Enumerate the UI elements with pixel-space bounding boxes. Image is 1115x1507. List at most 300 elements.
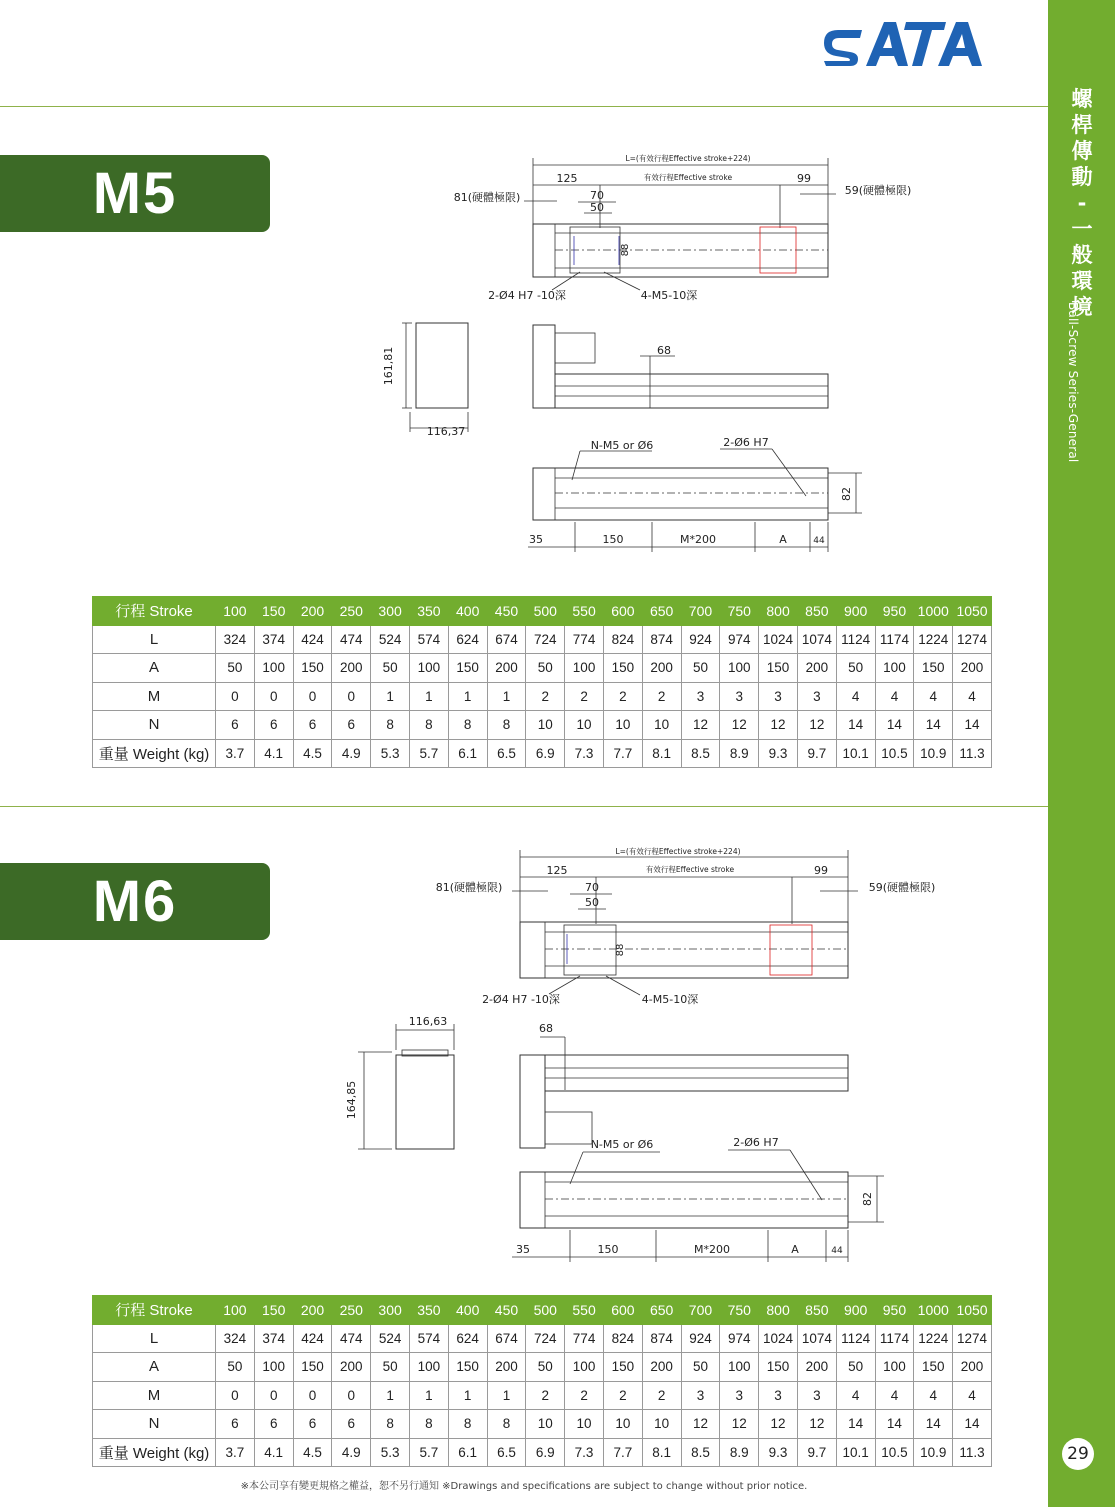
dim-35: 35: [516, 1243, 530, 1256]
table-cell: 0: [332, 682, 371, 711]
pin-holes: 2-Ø4 H7 -10深: [482, 993, 560, 1006]
table-cell: 50: [526, 654, 565, 683]
table-cell: 1: [371, 682, 410, 711]
side-height: 164,85: [345, 1080, 358, 1120]
table-cell: 10: [642, 1410, 681, 1439]
table-cell: 6.5: [487, 739, 526, 768]
table-cell: 2: [526, 1381, 565, 1410]
dim-82: 82: [840, 487, 853, 501]
table-cell: 9.3: [759, 739, 798, 768]
dim-88: 88: [620, 243, 631, 257]
table-cell: 8: [371, 1410, 410, 1439]
table-row: [93, 739, 992, 768]
dim-88: 88: [615, 943, 626, 957]
section-divider: [0, 806, 1048, 807]
table-cell: 2: [603, 682, 642, 711]
table-cell: 624: [448, 625, 487, 654]
table-cell: 8.5: [681, 739, 720, 768]
table-cell: 11.3: [953, 739, 992, 768]
table-cell: 6: [293, 1410, 332, 1439]
table-cell: 10.5: [875, 739, 914, 768]
stroke-cell: 550: [565, 1296, 604, 1325]
table-cell: 724: [526, 625, 565, 654]
stroke-cell: 750: [720, 597, 759, 626]
table-cell: 4.5: [293, 1438, 332, 1467]
table-cell: 14: [953, 1410, 992, 1439]
side-height: 161,81: [382, 346, 395, 386]
table-cell: 100: [720, 1353, 759, 1382]
table-cell: 6.5: [487, 1438, 526, 1467]
table-cell: 1174: [875, 1324, 914, 1353]
table-cell: 624: [448, 1324, 487, 1353]
table-cell: 14: [914, 1410, 953, 1439]
table-cell: 1274: [953, 1324, 992, 1353]
table-cell: 6.9: [526, 739, 565, 768]
table-cell: 3: [720, 1381, 759, 1410]
table-cell: 8.1: [642, 1438, 681, 1467]
left-limit: 81(硬體極限): [453, 191, 521, 204]
table-cell: 100: [254, 654, 293, 683]
table-cell: 150: [293, 654, 332, 683]
table-cell: 924: [681, 625, 720, 654]
table-cell: 574: [409, 625, 448, 654]
table-cell: 12: [759, 1410, 798, 1439]
table-cell: 8.9: [720, 739, 759, 768]
table-cell: 724: [526, 1324, 565, 1353]
table-cell: 9.7: [797, 1438, 836, 1467]
stroke-cell: 450: [487, 597, 526, 626]
table-cell: 424: [293, 625, 332, 654]
stroke-cell: 600: [603, 1296, 642, 1325]
table-cell: 150: [759, 1353, 798, 1382]
table-cell: 1: [371, 1381, 410, 1410]
table-cell: 150: [914, 1353, 953, 1382]
table-cell: 374: [254, 1324, 293, 1353]
table-cell: 3: [797, 682, 836, 711]
table-cell: 10.5: [875, 1438, 914, 1467]
table-cell: 10.1: [836, 1438, 875, 1467]
stroke-cell: 900: [836, 597, 875, 626]
table-cell: 2: [642, 682, 681, 711]
row-label: M: [93, 1381, 216, 1410]
side-title-cn: 螺 桿 傳 動 - 一 般 環 境: [1071, 87, 1093, 319]
dim-150: 150: [597, 1243, 619, 1256]
table-cell: 12: [720, 711, 759, 740]
table-cell: 12: [720, 1410, 759, 1439]
table-cell: 6: [293, 711, 332, 740]
table-cell: 10: [526, 1410, 565, 1439]
row-label: N: [93, 711, 216, 740]
stroke-cell: 950: [875, 1296, 914, 1325]
dim-44: 44: [813, 536, 825, 546]
table-cell: 50: [216, 1353, 255, 1382]
dim-overall-length: L=(有效行程Effective stroke+224): [625, 154, 751, 163]
dim-125: 125: [556, 172, 578, 185]
dim-35: 35: [529, 533, 543, 546]
table-cell: 3: [681, 1381, 720, 1410]
dim-70: 70: [590, 189, 604, 202]
table-cell: 100: [565, 654, 604, 683]
table-cell: 1: [409, 682, 448, 711]
table-cell: 4.1: [254, 739, 293, 768]
dim-effective-stroke: 有效行程Effective stroke: [643, 173, 733, 182]
spec-table-m6: [92, 1295, 992, 1467]
stroke-cell: 200: [293, 1296, 332, 1325]
table-cell: 8: [448, 711, 487, 740]
table-cell: 1074: [797, 625, 836, 654]
table-cell: 150: [603, 654, 642, 683]
table-cell: 100: [720, 654, 759, 683]
stroke-cell: 400: [448, 1296, 487, 1325]
table-cell: 4.5: [293, 739, 332, 768]
mount-holes: N-M5 or Ø6: [590, 439, 654, 452]
stroke-cell: 100: [216, 597, 255, 626]
dim-a: A: [791, 1243, 799, 1256]
table-cell: 324: [216, 1324, 255, 1353]
table-cell: 200: [487, 1353, 526, 1382]
table-cell: 0: [293, 682, 332, 711]
sata-logo: [822, 18, 987, 72]
table-cell: 5.7: [409, 739, 448, 768]
table-cell: 4: [875, 1381, 914, 1410]
stroke-cell: 800: [759, 1296, 798, 1325]
table-cell: 4: [914, 1381, 953, 1410]
stroke-cell: 400: [448, 597, 487, 626]
stroke-cell: 150: [254, 1296, 293, 1325]
table-cell: 10.9: [914, 1438, 953, 1467]
table-cell: 150: [759, 654, 798, 683]
table-cell: 1224: [914, 1324, 953, 1353]
table-cell: 50: [216, 654, 255, 683]
table-header-row: [93, 1296, 992, 1325]
table-cell: 7.3: [565, 739, 604, 768]
table-cell: 6: [332, 1410, 371, 1439]
dim-effective-stroke: 有效行程Effective stroke: [645, 865, 735, 874]
stroke-cell: 750: [720, 1296, 759, 1325]
dim-125: 125: [546, 864, 568, 877]
table-cell: 7.3: [565, 1438, 604, 1467]
table-row: [93, 1381, 992, 1410]
table-cell: 200: [642, 654, 681, 683]
table-cell: 3.7: [216, 739, 255, 768]
table-cell: 424: [293, 1324, 332, 1353]
table-cell: 12: [681, 1410, 720, 1439]
table-cell: 524: [371, 1324, 410, 1353]
row-label: N: [93, 1410, 216, 1439]
table-cell: 0: [216, 682, 255, 711]
table-cell: 150: [293, 1353, 332, 1382]
table-cell: 1: [487, 1381, 526, 1410]
table-cell: 324: [216, 625, 255, 654]
table-row: [93, 682, 992, 711]
pin-holes: 2-Ø4 H7 -10深: [488, 289, 566, 302]
table-cell: 1274: [953, 625, 992, 654]
dim-50: 50: [590, 201, 604, 214]
table-cell: 1124: [836, 1324, 875, 1353]
table-cell: 0: [293, 1381, 332, 1410]
table-cell: 674: [487, 625, 526, 654]
table-cell: 1224: [914, 625, 953, 654]
table-cell: 50: [681, 1353, 720, 1382]
table-cell: 874: [642, 1324, 681, 1353]
table-row: [93, 1324, 992, 1353]
stroke-cell: 350: [409, 597, 448, 626]
row-label: L: [93, 1324, 216, 1353]
stroke-cell: 600: [603, 597, 642, 626]
table-cell: 3: [759, 682, 798, 711]
stroke-cell: 1000: [914, 1296, 953, 1325]
table-cell: 200: [332, 1353, 371, 1382]
table-cell: 50: [836, 654, 875, 683]
table-cell: 6: [332, 711, 371, 740]
table-cell: 14: [875, 711, 914, 740]
table-cell: 11.3: [953, 1438, 992, 1467]
table-cell: 10: [565, 1410, 604, 1439]
table-cell: 150: [603, 1353, 642, 1382]
table-cell: 12: [797, 1410, 836, 1439]
stroke-cell: 150: [254, 597, 293, 626]
table-cell: 1024: [759, 625, 798, 654]
thread-holes: 4-M5-10深: [641, 993, 699, 1006]
stroke-cell: 550: [565, 597, 604, 626]
table-cell: 200: [487, 654, 526, 683]
row-label: M: [93, 682, 216, 711]
table-cell: 100: [875, 654, 914, 683]
table-cell: 974: [720, 1324, 759, 1353]
table-cell: 1: [448, 682, 487, 711]
model-badge-m6: M6: [0, 863, 270, 940]
footer-note: ※本公司享有變更規格之權益，恕不另行通知 ※Drawings and specifications are subject to change without prior notice.: [240, 1481, 808, 1492]
stroke-cell: 250: [332, 1296, 371, 1325]
table-cell: 10: [603, 1410, 642, 1439]
table-cell: 100: [875, 1353, 914, 1382]
dim-a: A: [779, 533, 787, 546]
dim-m200: M*200: [694, 1243, 730, 1256]
stroke-cell: 1000: [914, 597, 953, 626]
left-limit: 81(硬體極限): [435, 881, 503, 894]
header-label: 行程 Stroke: [93, 597, 216, 626]
table-cell: 674: [487, 1324, 526, 1353]
table-cell: 10: [642, 711, 681, 740]
table-cell: 1: [409, 1381, 448, 1410]
table-cell: 9.3: [759, 1438, 798, 1467]
table-cell: 150: [914, 654, 953, 683]
table-cell: 774: [565, 625, 604, 654]
table-cell: 10.1: [836, 739, 875, 768]
table-cell: 1024: [759, 1324, 798, 1353]
table-cell: 474: [332, 625, 371, 654]
dim-m200: M*200: [680, 533, 716, 546]
table-cell: 6: [254, 1410, 293, 1439]
stroke-cell: 650: [642, 597, 681, 626]
table-cell: 8: [487, 1410, 526, 1439]
table-cell: 5.3: [371, 1438, 410, 1467]
dim-44: 44: [831, 1246, 843, 1256]
table-row: [93, 654, 992, 683]
table-cell: 6.1: [448, 1438, 487, 1467]
table-row: [93, 711, 992, 740]
table-cell: 6: [216, 711, 255, 740]
drawing-m6: [330, 843, 936, 1263]
table-row: [93, 625, 992, 654]
table-cell: 7.7: [603, 1438, 642, 1467]
table-cell: 200: [797, 654, 836, 683]
table-cell: 974: [720, 625, 759, 654]
table-cell: 6: [216, 1410, 255, 1439]
stroke-cell: 850: [797, 597, 836, 626]
pin-holes-base: 2-Ø6 H7: [733, 1136, 779, 1149]
table-cell: 0: [332, 1381, 371, 1410]
stroke-cell: 350: [409, 1296, 448, 1325]
stroke-cell: 650: [642, 1296, 681, 1325]
right-limit: 59(硬體極限): [844, 184, 912, 197]
table-cell: 2: [603, 1381, 642, 1410]
table-cell: 4: [953, 1381, 992, 1410]
table-cell: 6.1: [448, 739, 487, 768]
table-cell: 8.5: [681, 1438, 720, 1467]
table-cell: 14: [875, 1410, 914, 1439]
table-cell: 14: [953, 711, 992, 740]
spec-table-m5: [92, 596, 992, 768]
thread-holes: 4-M5-10深: [640, 289, 698, 302]
stroke-cell: 850: [797, 1296, 836, 1325]
table-cell: 8: [448, 1410, 487, 1439]
table-cell: 6: [254, 711, 293, 740]
side-width: 116,63: [408, 1015, 448, 1028]
model-badge-m5: M5: [0, 155, 270, 232]
table-cell: 1: [448, 1381, 487, 1410]
table-cell: 4: [953, 682, 992, 711]
stroke-cell: 700: [681, 597, 720, 626]
stroke-cell: 950: [875, 597, 914, 626]
right-limit: 59(硬體極限): [868, 881, 936, 894]
row-label: 重量 Weight (kg): [93, 739, 216, 768]
table-cell: 150: [448, 1353, 487, 1382]
table-cell: 8: [371, 711, 410, 740]
side-title-en: Ball-Screw Series-General: [1066, 302, 1080, 463]
table-row: [93, 1353, 992, 1382]
table-cell: 200: [642, 1353, 681, 1382]
table-cell: 2: [642, 1381, 681, 1410]
table-cell: 50: [371, 654, 410, 683]
table-cell: 0: [254, 1381, 293, 1410]
table-cell: 3.7: [216, 1438, 255, 1467]
table-cell: 12: [681, 711, 720, 740]
table-cell: 8: [409, 711, 448, 740]
table-cell: 10: [565, 711, 604, 740]
header-label: 行程 Stroke: [93, 1296, 216, 1325]
table-cell: 2: [526, 682, 565, 711]
table-cell: 12: [759, 711, 798, 740]
table-cell: 8.9: [720, 1438, 759, 1467]
table-cell: 374: [254, 625, 293, 654]
table-cell: 8.1: [642, 739, 681, 768]
table-cell: 524: [371, 625, 410, 654]
header-divider: [0, 106, 1048, 107]
table-cell: 0: [254, 682, 293, 711]
table-cell: 474: [332, 1324, 371, 1353]
table-header-row: [93, 597, 992, 626]
stroke-cell: 1050: [953, 597, 992, 626]
table-cell: 824: [603, 1324, 642, 1353]
table-cell: 14: [836, 711, 875, 740]
table-cell: 574: [409, 1324, 448, 1353]
mount-holes: N-M5 or Ø6: [590, 1138, 654, 1151]
table-cell: 100: [565, 1353, 604, 1382]
table-cell: 12: [797, 711, 836, 740]
table-cell: 2: [565, 1381, 604, 1410]
stroke-cell: 700: [681, 1296, 720, 1325]
table-cell: 8: [409, 1410, 448, 1439]
row-label: 重量 Weight (kg): [93, 1438, 216, 1467]
page-number: 29: [1062, 1438, 1094, 1470]
table-cell: 5.7: [409, 1438, 448, 1467]
table-cell: 4: [836, 1381, 875, 1410]
stroke-cell: 500: [526, 597, 565, 626]
drawing-m5: [330, 150, 912, 560]
table-cell: 200: [953, 1353, 992, 1382]
table-cell: 14: [836, 1410, 875, 1439]
stroke-cell: 200: [293, 597, 332, 626]
stroke-cell: 250: [332, 597, 371, 626]
stroke-cell: 500: [526, 1296, 565, 1325]
table-cell: 50: [371, 1353, 410, 1382]
table-cell: 10: [603, 711, 642, 740]
table-cell: 200: [953, 654, 992, 683]
table-cell: 874: [642, 625, 681, 654]
table-cell: 2: [565, 682, 604, 711]
dim-99: 99: [814, 864, 828, 877]
table-cell: 50: [681, 654, 720, 683]
stroke-cell: 450: [487, 1296, 526, 1325]
stroke-cell: 100: [216, 1296, 255, 1325]
table-cell: 824: [603, 625, 642, 654]
table-cell: 100: [409, 654, 448, 683]
dim-50: 50: [585, 896, 599, 909]
table-cell: 10: [526, 711, 565, 740]
dim-overall-length: L=(有效行程Effective stroke+224): [615, 847, 741, 856]
table-cell: 100: [254, 1353, 293, 1382]
side-width: 116,37: [426, 425, 466, 438]
table-cell: 7.7: [603, 739, 642, 768]
table-cell: 5.3: [371, 739, 410, 768]
table-cell: 3: [797, 1381, 836, 1410]
table-cell: 6.9: [526, 1438, 565, 1467]
stroke-cell: 1050: [953, 1296, 992, 1325]
pin-holes-base: 2-Ø6 H7: [723, 436, 769, 449]
stroke-cell: 300: [371, 597, 410, 626]
stroke-cell: 300: [371, 1296, 410, 1325]
dim-150: 150: [602, 533, 624, 546]
table-cell: 200: [797, 1353, 836, 1382]
table-cell: 3: [759, 1381, 798, 1410]
table-cell: 924: [681, 1324, 720, 1353]
dim-70: 70: [585, 881, 599, 894]
table-cell: 4: [836, 682, 875, 711]
table-cell: 1: [487, 682, 526, 711]
table-cell: 4: [914, 682, 953, 711]
stroke-cell: 800: [759, 597, 798, 626]
dim-68: 68: [657, 344, 671, 357]
dim-82: 82: [861, 1192, 874, 1206]
table-cell: 50: [526, 1353, 565, 1382]
stroke-cell: 900: [836, 1296, 875, 1325]
table-cell: 3: [681, 682, 720, 711]
row-label: A: [93, 1353, 216, 1382]
table-cell: 1124: [836, 625, 875, 654]
table-cell: 0: [216, 1381, 255, 1410]
table-cell: 9.7: [797, 739, 836, 768]
